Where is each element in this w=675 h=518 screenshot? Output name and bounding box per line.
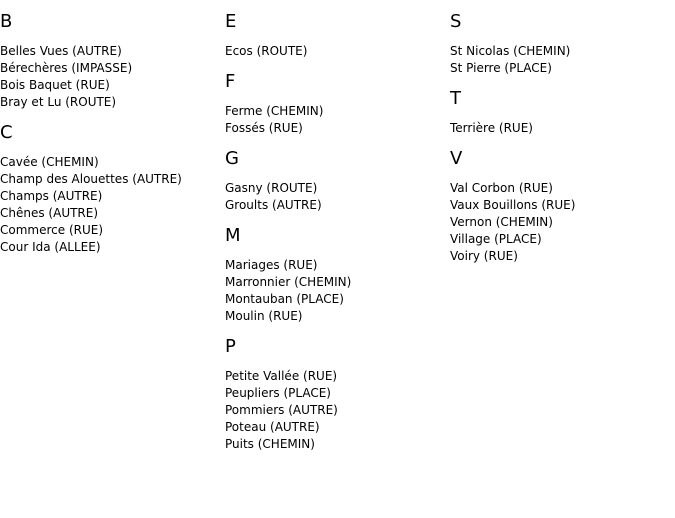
street-link[interactable]: Chênes (AUTRE) <box>0 206 99 220</box>
street-item <box>225 120 445 137</box>
street-list <box>225 368 445 453</box>
street-list <box>450 43 670 77</box>
street-link[interactable]: Petite Vallée (RUE) <box>225 369 338 383</box>
street-item <box>225 197 445 214</box>
letter-heading: M <box>225 225 241 246</box>
street-list <box>225 180 445 214</box>
index-column-3 <box>450 11 670 265</box>
street-link[interactable]: Ferme (CHEMIN) <box>225 104 324 118</box>
street-link[interactable]: Commerce (RUE) <box>0 223 104 237</box>
letter-heading: V <box>450 148 463 169</box>
street-link[interactable]: Poteau (AUTRE) <box>225 420 320 434</box>
street-item <box>450 120 670 137</box>
street-link[interactable]: Peupliers (PLACE) <box>225 386 331 400</box>
street-item <box>0 205 220 222</box>
street-link[interactable]: Champ des Alouettes (AUTRE) <box>0 172 182 186</box>
index-column-2 <box>225 11 445 453</box>
street-list <box>450 180 670 265</box>
letter-heading: S <box>450 11 462 32</box>
street-item <box>0 239 220 256</box>
street-link[interactable]: Bois Baquet (RUE) <box>0 78 110 92</box>
index-column-1 <box>0 11 220 256</box>
street-item <box>0 171 220 188</box>
street-link[interactable]: Cour Ida (ALLEE) <box>0 240 101 254</box>
street-link[interactable]: St Pierre (PLACE) <box>450 61 552 75</box>
street-link[interactable]: Montauban (PLACE) <box>225 292 344 306</box>
street-link[interactable]: Terrière (RUE) <box>450 121 533 135</box>
street-item <box>0 154 220 171</box>
street-item <box>225 43 445 60</box>
street-link[interactable]: St Nicolas (CHEMIN) <box>450 44 571 58</box>
street-list <box>225 103 445 137</box>
street-item <box>0 188 220 205</box>
street-item <box>450 180 670 197</box>
street-link[interactable]: Fossés (RUE) <box>225 121 303 135</box>
street-list <box>0 43 220 111</box>
letter-group-f <box>225 71 445 137</box>
letter-group-v <box>450 148 670 265</box>
street-item <box>450 248 670 265</box>
street-item <box>450 60 670 77</box>
street-item <box>225 274 445 291</box>
street-item <box>225 419 445 436</box>
letter-group-e <box>225 11 445 60</box>
street-link[interactable]: Voiry (RUE) <box>450 249 518 263</box>
letter-heading: P <box>225 336 236 357</box>
street-item <box>225 368 445 385</box>
street-item <box>450 43 670 60</box>
letter-heading: E <box>225 11 237 32</box>
street-link[interactable]: Bray et Lu (ROUTE) <box>0 95 117 109</box>
letter-heading: B <box>0 11 13 32</box>
street-item <box>225 257 445 274</box>
street-item <box>225 103 445 120</box>
street-item <box>225 402 445 419</box>
street-link[interactable]: Vaux Bouillons (RUE) <box>450 198 576 212</box>
letter-group-c <box>0 122 220 256</box>
street-item <box>0 60 220 77</box>
street-link[interactable]: Belles Vues (AUTRE) <box>0 44 122 58</box>
letter-group-t <box>450 88 670 137</box>
street-link[interactable]: Val Corbon (RUE) <box>450 181 553 195</box>
street-link[interactable]: Mariages (RUE) <box>225 258 318 272</box>
street-link[interactable]: Cavée (CHEMIN) <box>0 155 99 169</box>
street-item <box>450 231 670 248</box>
street-link[interactable]: Vernon (CHEMIN) <box>450 215 553 229</box>
letter-heading: G <box>225 148 239 169</box>
street-link[interactable]: Ecos (ROUTE) <box>225 44 308 58</box>
street-item <box>0 94 220 111</box>
street-link[interactable]: Bérechères (IMPASSE) <box>0 61 133 75</box>
street-link[interactable]: Champs (AUTRE) <box>0 189 103 203</box>
street-item <box>225 291 445 308</box>
street-item <box>450 214 670 231</box>
street-link[interactable]: Pommiers (AUTRE) <box>225 403 338 417</box>
street-list <box>450 120 670 137</box>
letter-group-m <box>225 225 445 325</box>
street-item <box>0 77 220 94</box>
street-item <box>225 180 445 197</box>
street-item <box>225 385 445 402</box>
letter-group-p <box>225 336 445 453</box>
letter-group-b <box>0 11 220 111</box>
street-item <box>0 222 220 239</box>
letter-group-s <box>450 11 670 77</box>
street-item <box>225 308 445 325</box>
letter-heading: F <box>225 71 236 92</box>
street-list <box>0 154 220 256</box>
street-list <box>225 257 445 325</box>
street-link[interactable]: Moulin (RUE) <box>225 309 303 323</box>
street-item <box>0 43 220 60</box>
street-link[interactable]: Gasny (ROUTE) <box>225 181 318 195</box>
letter-heading: T <box>450 88 461 109</box>
street-list <box>225 43 445 60</box>
street-link[interactable]: Groults (AUTRE) <box>225 198 322 212</box>
letter-group-g <box>225 148 445 214</box>
street-item <box>225 436 445 453</box>
street-link[interactable]: Marronnier (CHEMIN) <box>225 275 352 289</box>
street-link[interactable]: Village (PLACE) <box>450 232 542 246</box>
street-item <box>450 197 670 214</box>
street-link[interactable]: Puits (CHEMIN) <box>225 437 315 451</box>
letter-heading: C <box>0 122 13 143</box>
